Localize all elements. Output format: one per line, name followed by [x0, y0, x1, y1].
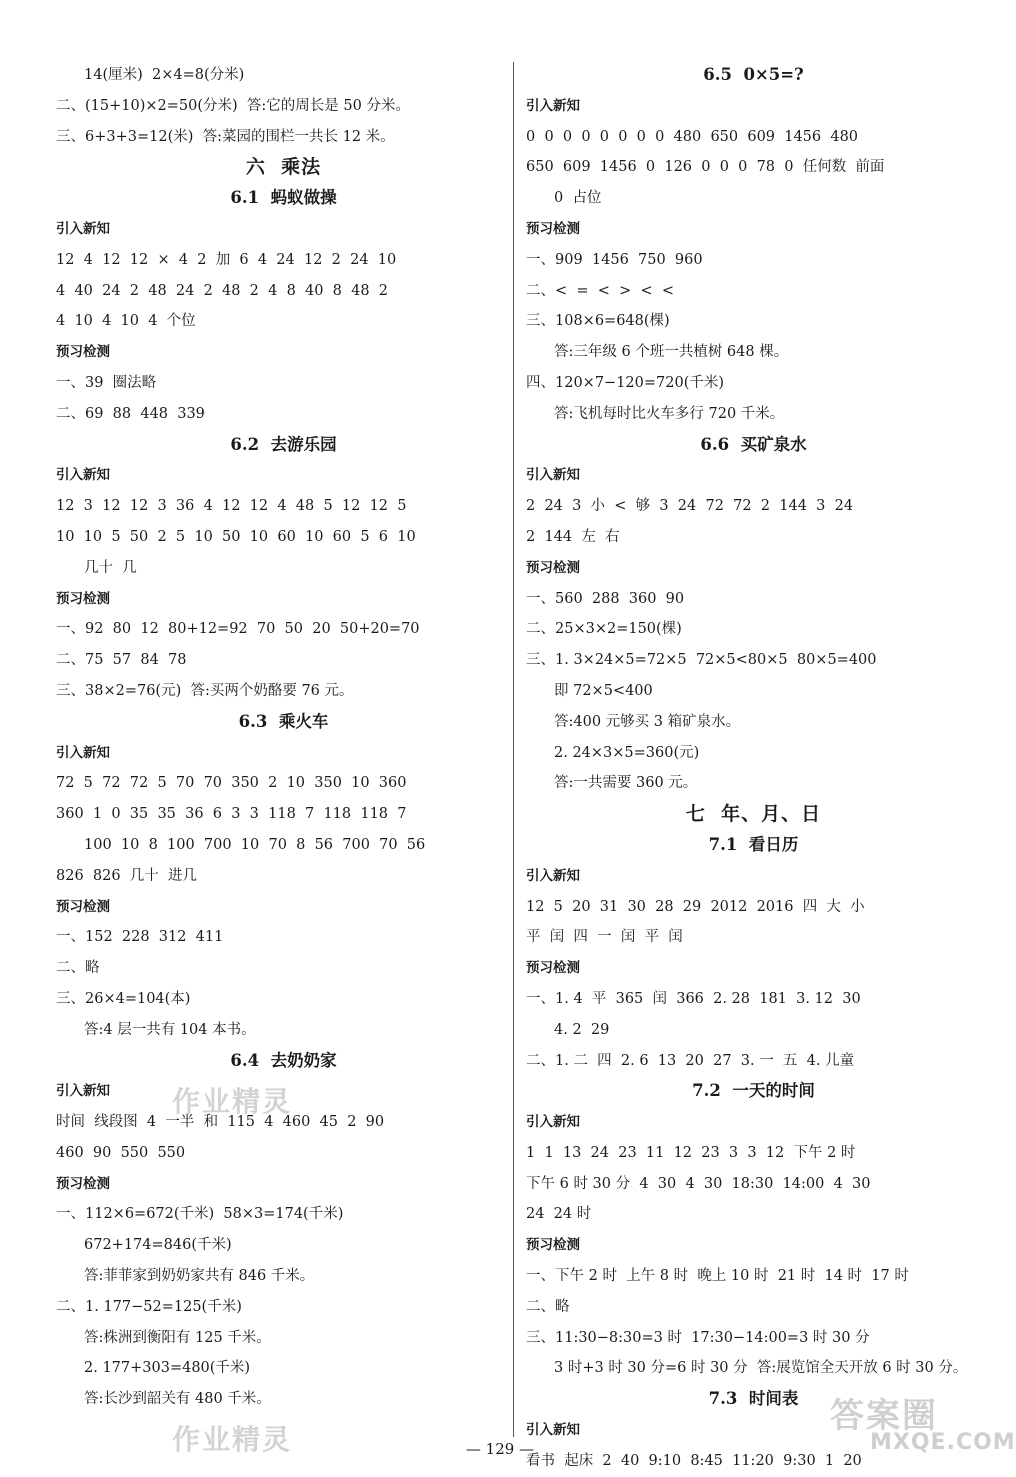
answer-line: 0 0 0 0 0 0 0 0 480 650 609 1456 480 — [526, 128, 859, 145]
answer-line: 几十 几 — [84, 559, 137, 576]
subsection-heading: 引入新知 — [526, 1114, 580, 1131]
answer-line: 一、39 圈法略 — [56, 374, 157, 391]
answer-line: 2 24 3 小 < 够 3 24 72 72 2 144 3 24 — [526, 498, 854, 515]
subsection-heading: 引入新知 — [526, 867, 580, 884]
answer-line: 360 1 0 35 35 36 6 3 3 118 7 118 118 7 — [56, 806, 407, 823]
answer-line: 二、75 57 84 78 — [56, 652, 187, 669]
watermark-logo: 答案圈 — [830, 1396, 938, 1436]
answer-line: 三、38×2=76(元) 答:买两个奶酪要 76 元。 — [56, 682, 354, 699]
section-title: 6.5 0×5=? — [703, 65, 804, 84]
subsection-heading: 引入新知 — [56, 220, 110, 237]
subsection-heading: 预习检测 — [526, 960, 580, 977]
answer-line: 12 3 12 12 3 36 4 12 12 4 48 5 12 12 5 — [56, 498, 407, 515]
answer-line: 二、1. 二 四 2. 6 13 20 27 3. 一 五 4. 儿童 — [526, 1052, 855, 1069]
answer-line: 一、909 1456 750 960 — [526, 251, 703, 268]
answer-line: 826 826 几十 进几 — [56, 867, 198, 884]
answer-line: 一、152 228 312 411 — [56, 929, 224, 946]
column-divider — [513, 62, 514, 1437]
section-title: 7.1 看日历 — [708, 834, 799, 854]
right-column — [526, 60, 981, 1477]
answer-line: 二、< = < > < < — [526, 282, 674, 299]
answer-line: 1 1 13 24 23 11 12 23 3 3 12 下午 2 时 — [526, 1144, 856, 1161]
subsection-heading: 引入新知 — [56, 1083, 110, 1100]
subsection-heading: 预习检测 — [526, 220, 580, 237]
answer-line: 二、(15+10)×2=50(分米) 答:它的周长是 50 分米。 — [56, 97, 410, 114]
answer-line: 4. 2 29 — [554, 1021, 610, 1038]
section-title: 7.3 时间表 — [708, 1389, 799, 1409]
left-column — [56, 60, 511, 1415]
watermark-url: MXQE.COM — [870, 1430, 1016, 1455]
answer-line: 460 90 550 550 — [56, 1144, 186, 1161]
answer-line: 四、120×7−120=720(千米) — [526, 374, 725, 391]
answer-line: 三、11:30−8:30=3 时 17:30−14:00=3 时 30 分 — [526, 1329, 870, 1346]
answer-line: 三、26×4=104(本) — [56, 990, 191, 1007]
subsection-heading: 预习检测 — [56, 898, 110, 915]
section-title: 6.3 乘火车 — [238, 711, 329, 731]
answer-line: 下午 6 时 30 分 4 30 4 30 18:30 14:00 4 30 — [526, 1175, 871, 1192]
answer-line: 看书 起床 2 40 9:10 8:45 11:20 9:30 1 20 — [526, 1452, 862, 1469]
answer-line: 14(厘米) 2×4=8(分米) — [84, 67, 245, 83]
answer-line: 100 10 8 100 700 10 70 8 56 700 70 56 — [84, 836, 426, 853]
subsection-heading: 预习检测 — [56, 590, 110, 607]
answer-line: 一、112×6=672(千米) 58×3=174(千米) — [56, 1206, 344, 1223]
answer-line: 即 72×5<400 — [554, 682, 653, 699]
section-title: 6.6 买矿泉水 — [700, 434, 807, 454]
answer-line: 答:4 层一共有 104 本书。 — [84, 1021, 256, 1038]
chapter-title: 六 乘法 — [245, 156, 322, 179]
subsection-heading: 预习检测 — [56, 1175, 110, 1192]
subsection-heading: 引入新知 — [526, 97, 580, 114]
answer-line: 0 占位 — [554, 190, 602, 207]
answer-line: 3 时+3 时 30 分=6 时 30 分 答:展览馆全天开放 6 时 30 分。 — [554, 1360, 968, 1377]
subsection-heading: 引入新知 — [56, 744, 110, 761]
answer-line: 12 4 12 12 × 4 2 加 6 4 24 12 2 24 10 — [56, 251, 397, 268]
chapter-title: 七 年、月、日 — [685, 803, 822, 826]
answer-line: 一、560 288 360 90 — [526, 590, 685, 607]
answer-line: 2. 177+303=480(千米) — [84, 1360, 251, 1377]
watermark-text: 作业精灵 — [172, 1423, 293, 1456]
subsection-heading: 预习检测 — [526, 559, 580, 576]
answer-line: 4 10 4 10 4 个位 — [56, 313, 196, 330]
answer-line: 答:一共需要 360 元。 — [554, 775, 698, 792]
answer-line: 答:400 元够买 3 箱矿泉水。 — [554, 713, 741, 730]
subsection-heading: 引入新知 — [526, 467, 580, 484]
section-title: 7.2 一天的时间 — [692, 1081, 815, 1101]
answer-line: 10 10 5 50 2 5 10 50 10 60 10 60 5 6 10 — [56, 528, 416, 545]
answer-line: 时间 线段图 4 一半 和 115 4 460 45 2 90 — [56, 1114, 385, 1131]
answer-line: 672+174=846(千米) — [84, 1237, 232, 1254]
answer-line: 2. 24×3×5=360(元) — [554, 744, 700, 761]
answer-line: 一、下午 2 时 上午 8 时 晚上 10 时 21 时 14 时 17 时 — [526, 1268, 909, 1285]
answer-line: 答:株洲到衡阳有 125 千米。 — [84, 1329, 271, 1346]
answer-line: 二、略 — [56, 960, 100, 977]
subsection-heading: 引入新知 — [56, 467, 110, 484]
subsection-heading: 预习检测 — [526, 1237, 580, 1254]
answer-line: 72 5 72 72 5 70 70 350 2 10 350 10 360 — [56, 775, 407, 792]
answer-line: 三、6+3+3=12(米) 答:菜园的围栏一共长 12 米。 — [56, 128, 395, 145]
answer-line: 二、1. 177−52=125(千米) — [56, 1298, 242, 1315]
page-number: — 129 — — [465, 1440, 535, 1458]
answer-line: 12 5 20 31 30 28 29 2012 2016 四 大 小 — [526, 898, 865, 915]
watermark-text: 作业精灵 — [172, 1085, 293, 1118]
section-title: 6.2 去游乐园 — [230, 434, 337, 454]
subsection-heading: 预习检测 — [56, 344, 110, 361]
answer-line: 650 609 1456 0 126 0 0 0 78 0 任何数 前面 — [526, 159, 885, 176]
answer-line: 一、1. 4 平 365 闰 366 2. 28 181 3. 12 30 — [526, 990, 861, 1007]
answer-line: 平 闰 四 一 闰 平 闰 — [526, 929, 683, 946]
answer-line: 二、略 — [526, 1298, 570, 1315]
answer-line: 三、1. 3×24×5=72×5 72×5<80×5 80×5=400 — [526, 652, 877, 669]
answer-line: 三、108×6=648(棵) — [526, 313, 670, 330]
answer-line: 答:三年级 6 个班一共植树 648 棵。 — [554, 344, 789, 361]
section-title: 6.1 蚂蚁做操 — [230, 188, 337, 208]
answer-line: 答:菲菲家到奶奶家共有 846 千米。 — [84, 1268, 315, 1285]
answer-line: 一、92 80 12 80+12=92 70 50 20 50+20=70 — [56, 621, 420, 638]
answer-line: 二、25×3×2=150(棵) — [526, 621, 682, 638]
subsection-heading: 引入新知 — [526, 1422, 580, 1439]
answer-line: 二、69 88 448 339 — [56, 405, 205, 422]
answer-line: 4 40 24 2 48 24 2 48 2 4 8 40 8 48 2 — [56, 282, 389, 299]
answer-line: 答:飞机每时比火车多行 720 千米。 — [554, 405, 785, 422]
answer-line: 答:长沙到韶关有 480 千米。 — [84, 1391, 271, 1408]
section-title: 6.4 去奶奶家 — [230, 1050, 337, 1070]
answer-line: 2 144 左 右 — [526, 528, 620, 545]
answer-line: 24 24 时 — [526, 1206, 592, 1223]
